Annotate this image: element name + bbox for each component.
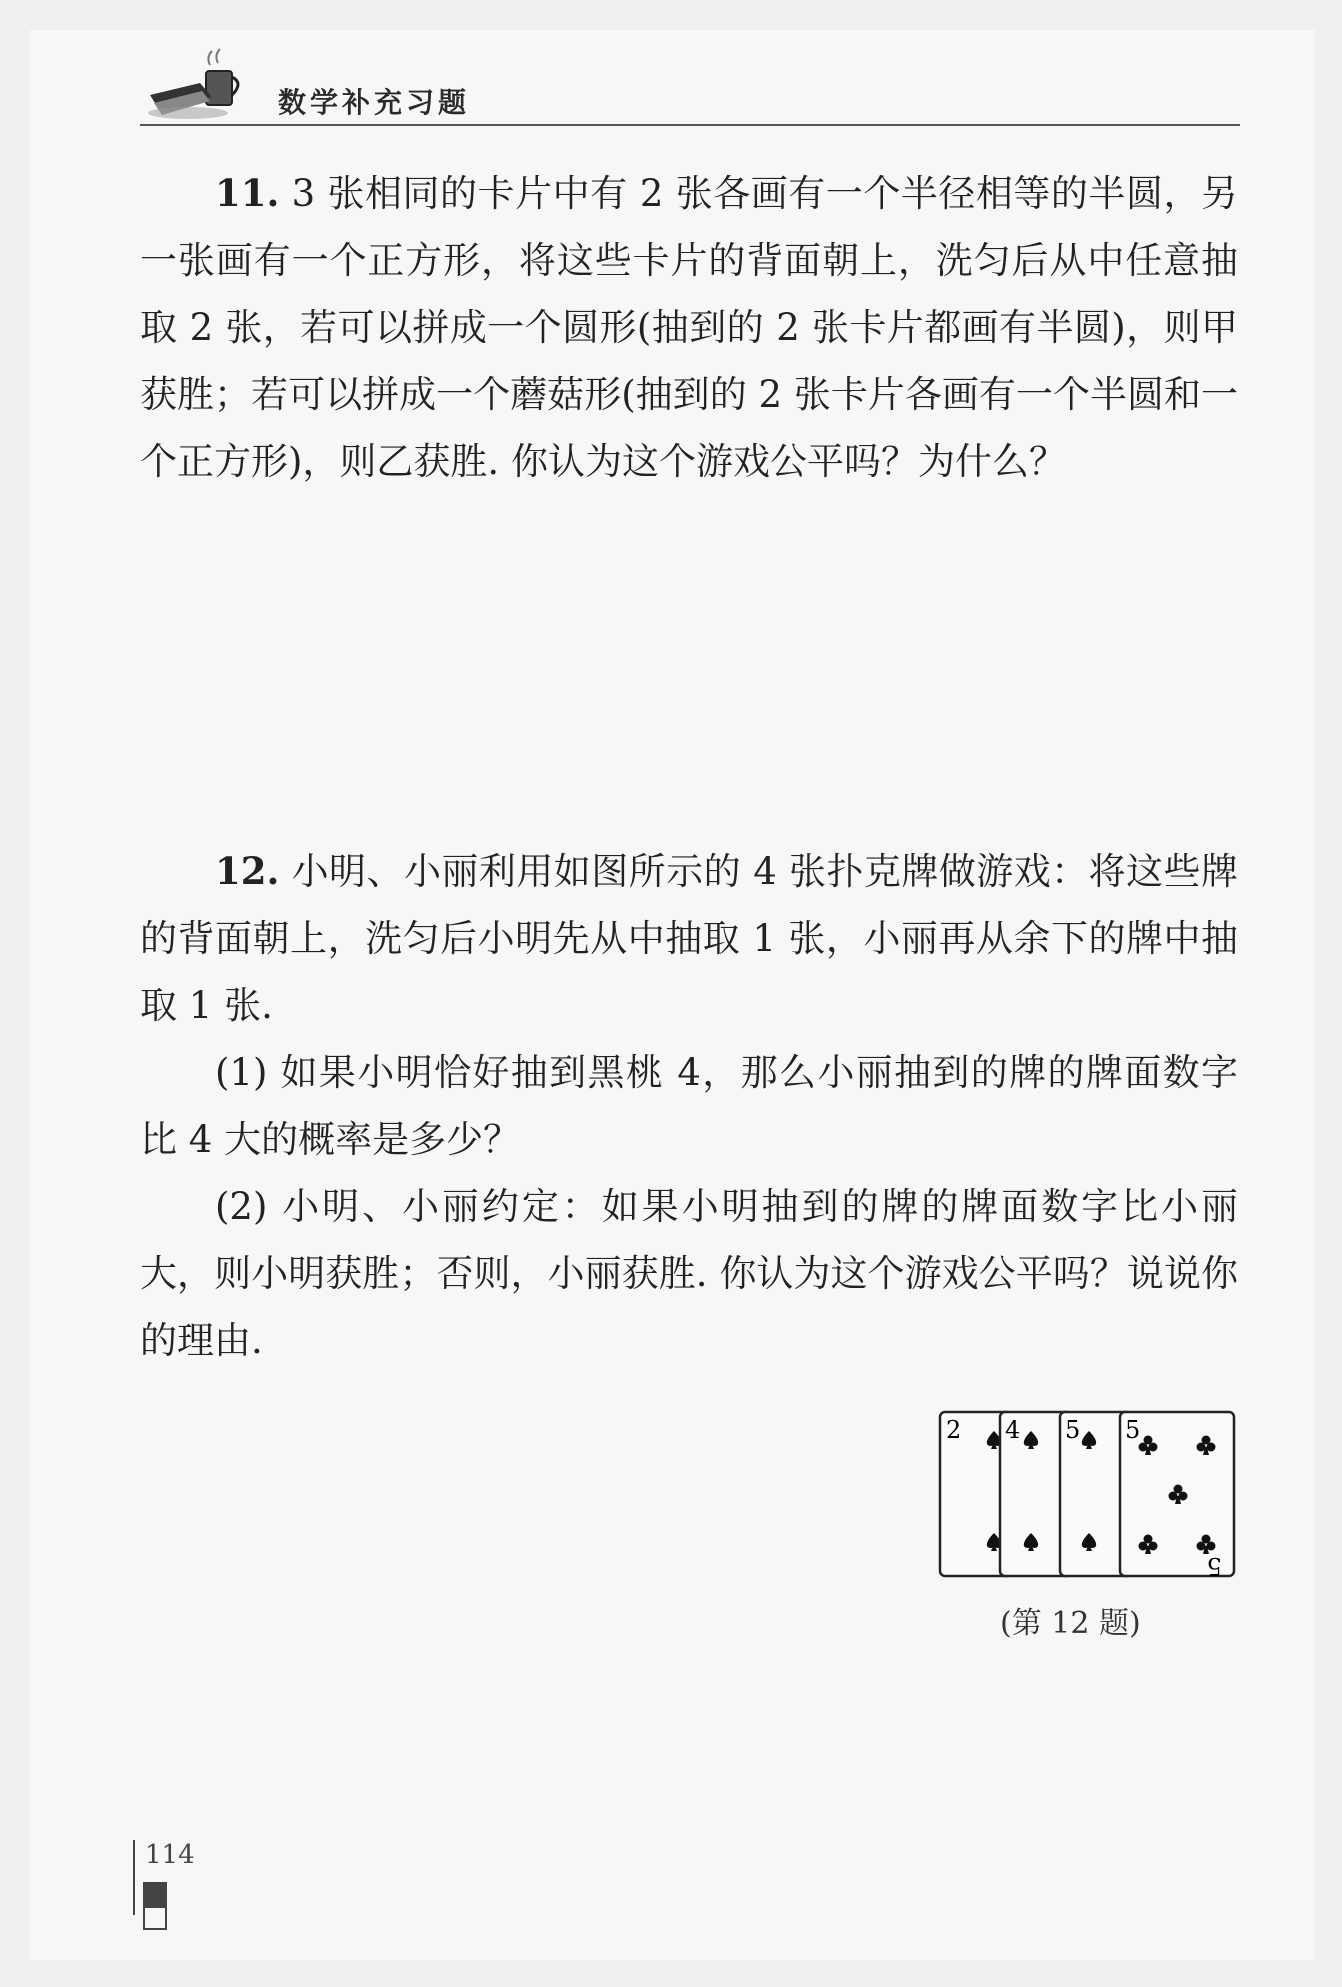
footer-boxes — [143, 1882, 169, 1930]
card-5-clubs — [1120, 1412, 1234, 1580]
card-rank: 5 — [1065, 1416, 1081, 1444]
problem-text: 小明、小丽利用如图所示的 4 张扑克牌做游戏：将这些牌的背面朝上，洗匀后小明先从中抽取 1 张，小丽再从余下的牌中抽取 1 张. — [140, 850, 1238, 1027]
problem-number: 11. — [215, 171, 280, 215]
empty-square-icon — [143, 1906, 167, 1930]
card-rank: 5 — [1125, 1416, 1141, 1444]
problem-12 — [140, 838, 1238, 1374]
filled-square-icon — [143, 1882, 167, 1906]
problem-11 — [140, 160, 1238, 495]
page-header — [140, 45, 1240, 125]
book-and-cup-icon — [140, 45, 250, 125]
problem-text: 3 张相同的卡片中有 2 张各画有一个半径相等的半圆，另一张画有一个正方形，将这些卡片的背面朝上，洗匀后从中任意抽取 2 张，若可以拼成一个圆形(抽到的 2 张卡片都画有半圆)，则甲获胜；若可以拼成一个蘑菇形(抽到的 2 张卡片各画有一个半圆和一个正方形)，则乙获胜. 你认为这个游戏公平吗？为什么？ — [140, 172, 1238, 483]
footer-bar — [133, 1840, 135, 1915]
playing-cards-figure — [938, 1410, 1238, 1590]
card-rank: 4 — [1005, 1416, 1021, 1444]
problem-part-2: (2) 小明、小丽约定：如果小明抽到的牌的牌面数字比小丽大，则小明获胜；否则，小丽获胜. 你认为这个游戏公平吗？说说你的理由. — [140, 1185, 1238, 1362]
problem-number: 12. — [215, 849, 280, 893]
card-rank: 2 — [946, 1416, 962, 1444]
header-divider — [140, 124, 1240, 126]
figure-caption: (第 12 题) — [1000, 1606, 1141, 1641]
card-rank: 5 — [1206, 1552, 1222, 1580]
page-number: 114 — [145, 1840, 195, 1870]
problem-part-1: (1) 如果小明恰好抽到黑桃 4，那么小丽抽到的牌的牌面数字比 4 大的概率是多少？ — [140, 1051, 1238, 1161]
header-title: 数学补充习题 — [278, 86, 471, 119]
